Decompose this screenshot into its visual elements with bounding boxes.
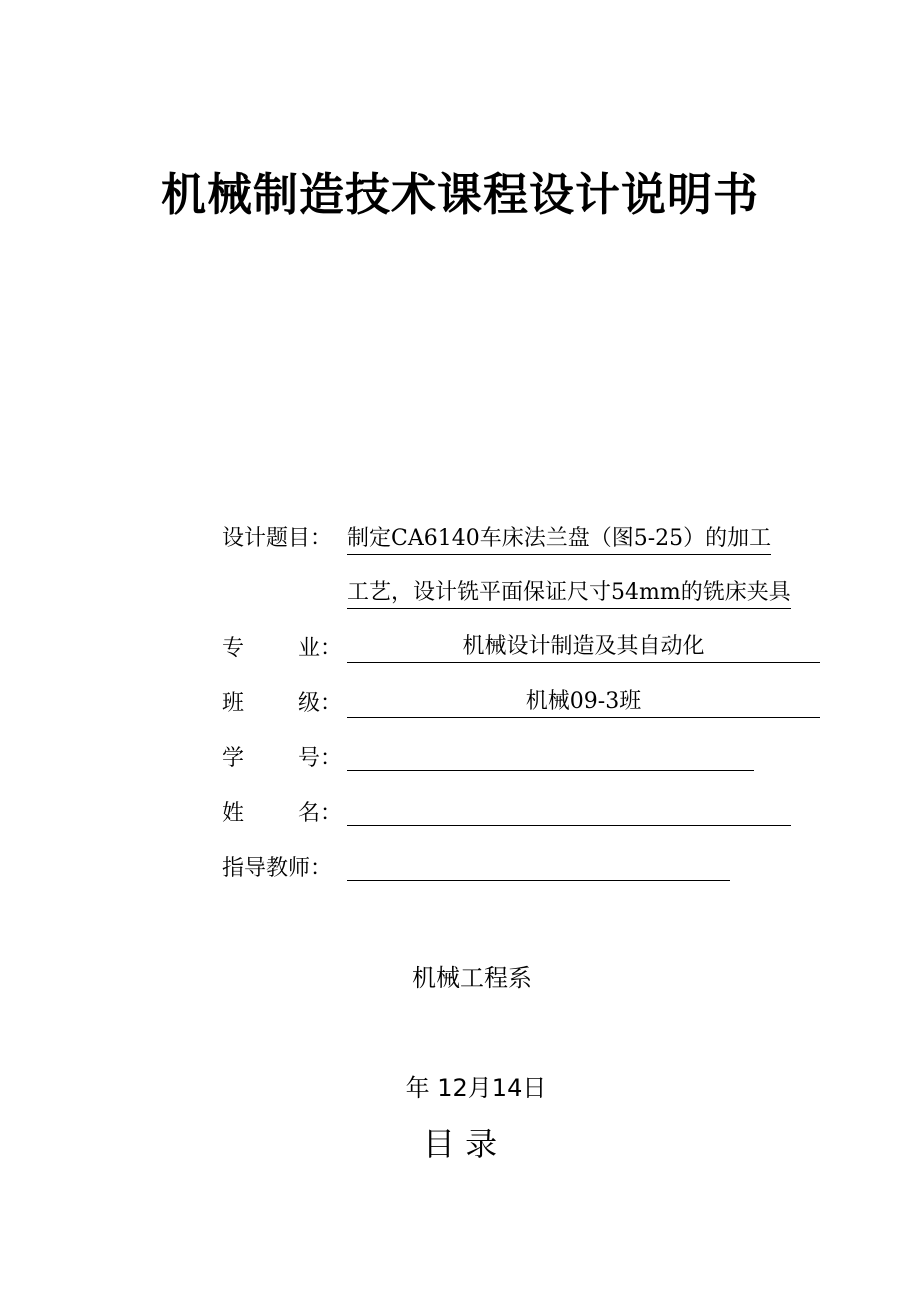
name-label-b: 名： bbox=[298, 801, 343, 826]
major-label-a: 专 bbox=[222, 636, 245, 661]
name-label-a: 姓 bbox=[222, 801, 245, 826]
student-id-label-b: 号： bbox=[298, 746, 343, 771]
student-id-field[interactable] bbox=[347, 740, 754, 771]
major-field[interactable]: 机械设计制造及其自动化 bbox=[347, 632, 820, 663]
advisor-field[interactable] bbox=[347, 850, 730, 881]
topic-label bbox=[222, 524, 332, 554]
major-label-b: 业： bbox=[298, 636, 343, 661]
class-field[interactable]: 机械09-3班 bbox=[347, 687, 820, 718]
topic-line-2: 工艺，设计铣平面保证尺寸54mm的铣床夹具 bbox=[347, 578, 791, 609]
toc-heading: 目 录 bbox=[422, 1125, 498, 1163]
class-label-a: 班 bbox=[222, 691, 245, 716]
class-label-b: 级： bbox=[298, 691, 343, 716]
topic-label-text: 设计题目： bbox=[222, 526, 333, 551]
document-title: 机械制造技术课程设计说明书 bbox=[160, 168, 759, 221]
topic-line-1: 制定CA6140车床法兰盘（图5-25）的加工 bbox=[347, 524, 771, 555]
advisor-label bbox=[222, 854, 332, 884]
document-date: 年 12月14日 bbox=[405, 1074, 547, 1102]
name-field[interactable] bbox=[347, 795, 791, 826]
department-name: 机械工程系 bbox=[412, 964, 532, 992]
advisor-label-text: 指导教师： bbox=[222, 856, 333, 881]
student-id-label-a: 学 bbox=[222, 746, 245, 771]
